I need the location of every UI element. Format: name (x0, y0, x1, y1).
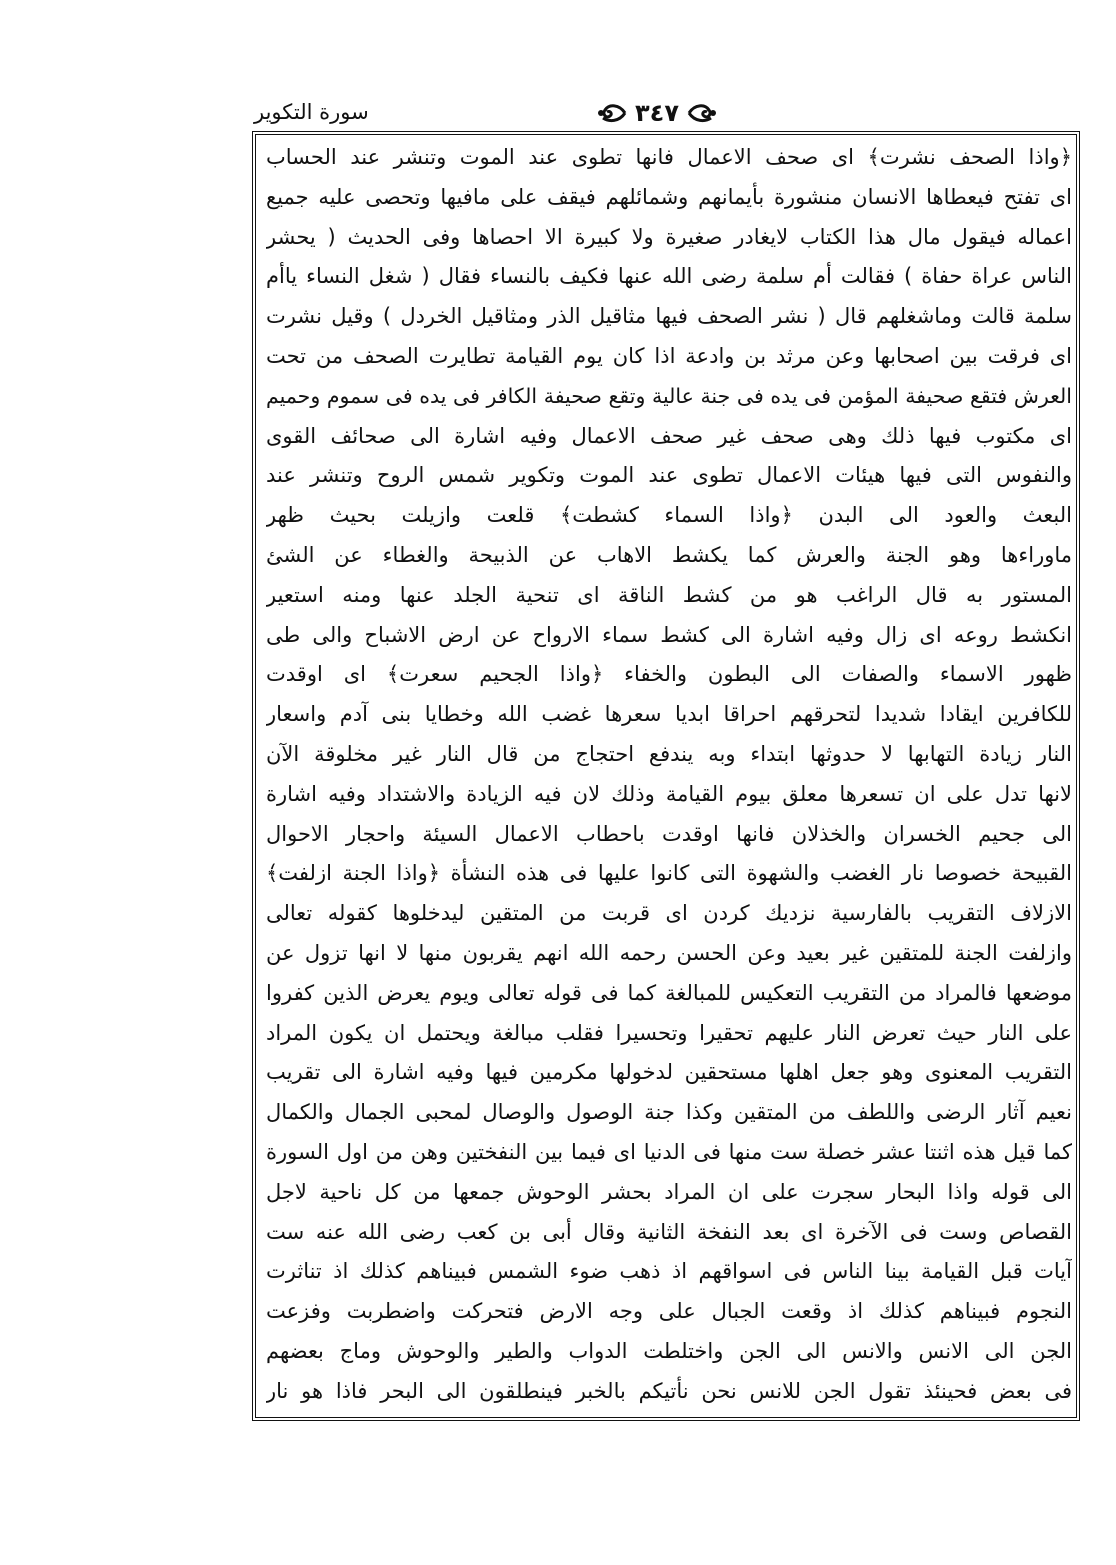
text-line: التقريب المعنوى وهو جعل اهلها مستحقين لدخولها مكرمين فيها وفيه اشارة الى تقريب (266, 1060, 1072, 1085)
text-line: الازلاف التقريب بالفارسية نزديك كردن اى قربت من المتقين ليدخلوها كقوله تعالى (266, 901, 1072, 926)
text-line: والنفوس التى فيها هيئات الاعمال تطوى عند الموت وتكوير شمس الروح وتنشر عند (266, 463, 1072, 488)
text-line: اى تفتح فيعطاها الانسان منشورة بأيمانهم وشمائلهم فيقف على مافيها وتحصى عليه جميع (266, 184, 1072, 209)
text-line: فى بعض فحينئذ تقول الجن للانس نحن نأتيكم بالخبر فينطلقون الى البحر فاذا هو نار (266, 1378, 1072, 1403)
text-line: نعيم آثار الرضى واللطف من المتقين وكذا جنة الوصول والوصال لمحبى الجمال والكمال (266, 1100, 1072, 1125)
text-line: ظهور الاسماء والصفات الى البطون والخفاء ﴿واذا الجحيم سعرت﴾ اى اوقدت (266, 662, 1072, 687)
text-line: موضعها فالمراد من التقريب التعكيس للمبالغة كما فى قوله تعالى ويوم يعرض الذين كفروا (266, 980, 1072, 1005)
text-line: ﴿واذا الصحف نشرت﴾ اى صحف الاعمال فانها تطوى عند الموت وتنشر عند الحساب (266, 145, 1072, 169)
body-text (266, 138, 1072, 1412)
text-line: القصاص وست فى الآخرة اى بعد النفخة الثانية وقال أبى بن كعب رضى الله عنه ست (266, 1219, 1072, 1244)
text-line: العرش فتقع صحيفة المؤمن فى يده فى جنة عالية وتقع صحيفة الكافر فى يده فى سموم وحميم (266, 383, 1072, 408)
floral-ornament-icon (597, 102, 627, 124)
text-line: النار زيادة التهابها لا حدوثها ابتداء وبه يندفع احتجاج من قال النار غير مخلوقة الآن (266, 741, 1072, 766)
text-line: الناس عراة حفاة ) فقالت أم سلمة رضى الله عنها فكيف بالنساء فقال ( شغل النساء ياأم (266, 264, 1072, 289)
text-line: آيات قبل القيامة بينا الناس فى اسواقهم اذ ذهب ضوء الشمس فبيناهم كذلك اذ تناثرت (266, 1259, 1072, 1284)
text-line: الجن الى الانس والانس الى الجن واختلطت الدواب والطير والوحوش وماج بعضهم (266, 1338, 1072, 1363)
page-number: ٣٤٧ (635, 99, 679, 127)
text-line: القبيحة خصوصا نار الغضب والشهوة التى كانوا عليها فى هذه النشأة ﴿واذا الجنة ازلفت﴾ (266, 861, 1072, 886)
text-line: الى قوله واذا البحار سجرت على ان المراد بحشر الوحوش جمعها من كل ناحية لاجل (266, 1179, 1072, 1204)
text-line: للكافرين ايقادا شديدا لتحرقهم احراقا ابديا سعرها غضب الله وخطايا بنى آدم واسعار (266, 702, 1072, 727)
text-line: كما قيل هذه اثنتا عشر خصلة ست منها فى الدنيا اى فيما بين النفختين وهن من اول السورة (266, 1139, 1072, 1164)
text-line: سلمة قالت وماشغلهم قال ( نشر الصحف فيها مثاقيل الذر ومثاقيل الخردل ) وقيل نشرت (266, 304, 1072, 329)
text-line: الى جحيم الخسران والخذلان فانها اوقدت باحطاب الاعمال السيئة واحجار الاحوال (266, 821, 1072, 846)
text-line: اعماله فيقول مال هذا الكتاب لايغادر صغيرة ولا كبيرة الا احصاها وفى الحديث ( يحشر (266, 224, 1072, 249)
floral-ornament-icon (687, 102, 717, 124)
text-line: النجوم فبيناهم كذلك اذ وقعت الجبال على وجه الارض فتحركت واضطربت وفزعت (266, 1299, 1072, 1324)
text-line: وازلفت الجنة للمتقين غير بعيد وعن الحسن رحمه الله انهم يقربون منها لا انها تزول عن (266, 940, 1072, 965)
text-line: البعث والعود الى البدن ﴿واذا السماء كشطت﴾ قلعت وازيلت بحيث ظهر (266, 503, 1072, 528)
text-line: اى فرقت بين اصحابها وعن مرثد بن وادعة اذا كان يوم القيامة تطايرت الصحف من تحت (266, 343, 1072, 368)
page-number-group (572, 96, 742, 130)
text-line: انكشط روعه اى زال وفيه اشارة الى كشط سماء الارواح عن ارض الاشباح والى طى (266, 622, 1072, 647)
text-line: المستور به قال الراغب هو من كشط الناقة اى تنحية الجلد عنها ومنه استعير (266, 582, 1072, 607)
text-line: على النار حيث تعرض النار عليهم تحقيرا وتحسيرا فقلب مبالغة ويحتمل ان يكون المراد (266, 1020, 1072, 1045)
text-line: لانها تدل على ان تسعرها معلق بيوم القيامة وذلك لان فيه الزيادة والاشتداد وفيه اشارة (266, 781, 1072, 806)
surah-title: سورة التكوير (254, 100, 369, 124)
text-line: اى مكتوب فيها ذلك وهى صحف غير صحف الاعمال وفيه اشارة الى صحائف القوى (266, 423, 1072, 448)
running-head (252, 96, 1080, 130)
text-line: ماوراءها وهو الجنة والعرش كما يكشط الاهاب عن الذبيحة والغطاء عن الشئ (266, 542, 1072, 567)
